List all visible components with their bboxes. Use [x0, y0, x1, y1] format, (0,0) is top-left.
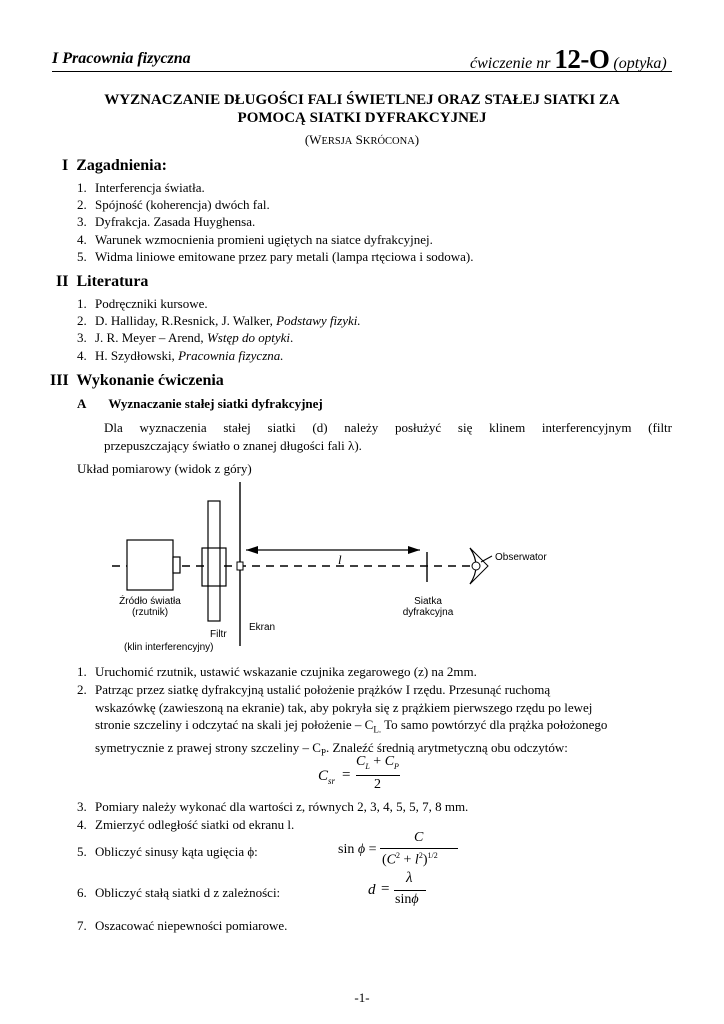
formula-mean: $C_{sr}$ = $C_L + C_P$ 2 [318, 754, 399, 792]
section-heading-3: III Wykonanie ćwiczenia [50, 372, 224, 389]
step-4: 4. Zmierzyć odległość siatki od ekranu l. [77, 817, 295, 832]
list-item: 2. Spójność (koherencja) dwóch fal. [77, 197, 270, 213]
step-6: 6. Obliczyć stałą siatki d z zależności: [77, 885, 281, 900]
topics-list [77, 179, 474, 265]
filter-sublabel: (klin interferencyjny) [124, 642, 214, 653]
observer-label: Obserwator [495, 552, 547, 563]
setup-caption: Układ pomiarowy (widok z góry) [77, 461, 252, 476]
step-3: 3. Pomiary należy wykonać dla wartości z, równych 2, 3, 4, 5, 5, 7, 8 mm. [77, 799, 469, 814]
section-heading-2: II Literatura [56, 273, 149, 290]
list-item: 4. H. Szydłowski, Pracownia fizyczna. [77, 347, 284, 363]
arrow-head-left [246, 546, 258, 554]
formula-sine: sin ϕ = C $(C^2 + l^2)^{1/2}$ [338, 832, 468, 876]
screen-slit [237, 562, 243, 570]
document-title-line1: WYZNACZANIE DŁUGOŚCI FALI ŚWIETLNEJ ORAZ STAŁEJ SIATKI ZA [104, 92, 620, 108]
intro-line-1: Dla wyznaczenia stałej siatki (d) należy posłużyć się klinem interferencyjnym (filtr [104, 420, 672, 435]
light-source-lens [173, 557, 180, 573]
document-subtitle: (WERSJA SKRÓCONA) [304, 132, 420, 147]
section-heading-1: I Zagadnienia: [62, 157, 167, 174]
list-item: 1. Podręczniki kursowe. [77, 296, 208, 311]
setup-diagram [0, 470, 724, 660]
arrow-head-right [408, 546, 420, 554]
step-5: 5. Obliczyć sinusy kąta ugięcia ϕ: [77, 844, 258, 859]
distance-label: l [338, 552, 342, 567]
filter-element [208, 501, 220, 621]
list-item: 4. Warunek wzmocnienia promieni ugiętych na siatce dyfrakcyjnej. [77, 231, 433, 247]
header-course-title: I Pracownia fizyczna [52, 50, 191, 67]
light-source-box [127, 540, 173, 590]
list-item: 3. J. R. Meyer – Arend, Wstęp do optyki. [77, 330, 294, 346]
screen-label: Ekran [249, 622, 276, 633]
step-2: 2. Patrząc przez siatkę dyfrakcyjną ustalić położenie prążków I rzędu. Przesunąć ruchomą wskazówkę (zawieszoną na ekranie) tak, aby pokryła się z prążkiem pierwszego rzędu po lewej stronie szczeliny i odczytać na skali jej położenie – $C_{L.}$ To samo powtórzyć dla prążka położonego symetrycznie z prawej strony szczeliny – $C_P$. Znaleźć średnią arytmetyczną obu odczytów: [77, 682, 608, 758]
intro-line-2: przepuszczający światło o znanej długości fali λ). [104, 438, 362, 453]
header-number: 12-O [554, 44, 610, 74]
subsection-a-heading: A Wyznaczanie stałej siatki dyfrakcyjnej [77, 396, 323, 411]
page-number: -1- [354, 990, 370, 1005]
list-item: 3. Dyfrakcja. Zasada Huyghensa. [77, 214, 256, 230]
step-7: 7. Oszacować niepewności pomiarowe. [77, 918, 288, 933]
observer-pointer [481, 556, 492, 562]
list-item: 1. Interferencja światła. [77, 180, 205, 195]
literature-list [77, 295, 361, 364]
grating-label: Siatka dyfrakcyjna [402, 596, 454, 618]
header-underline [52, 71, 672, 72]
list-item: 5. Widma liniowe emitowane przez pary metali (lampa rtęciowa i sodowa). [77, 248, 474, 264]
list-item: 2. D. Halliday, R.Resnick, J. Walker, Podstawy fizyki. [77, 313, 361, 329]
step-1: 1. Uruchomić rzutnik, ustawić wskazanie czujnika zegarowego (z) na 2mm. [77, 664, 477, 679]
formula-grating-constant: d = λ sinϕ [368, 872, 438, 916]
header-prefix: ćwiczenie nr [470, 55, 551, 72]
filter-label: Filtr [210, 629, 227, 640]
document-title-line2: POMOCĄ SIATKI DYFRAKCYJNEJ [237, 110, 487, 126]
source-label: Źródło światła (rzutnik) [119, 596, 181, 618]
header-suffix: (optyka) [613, 55, 667, 72]
